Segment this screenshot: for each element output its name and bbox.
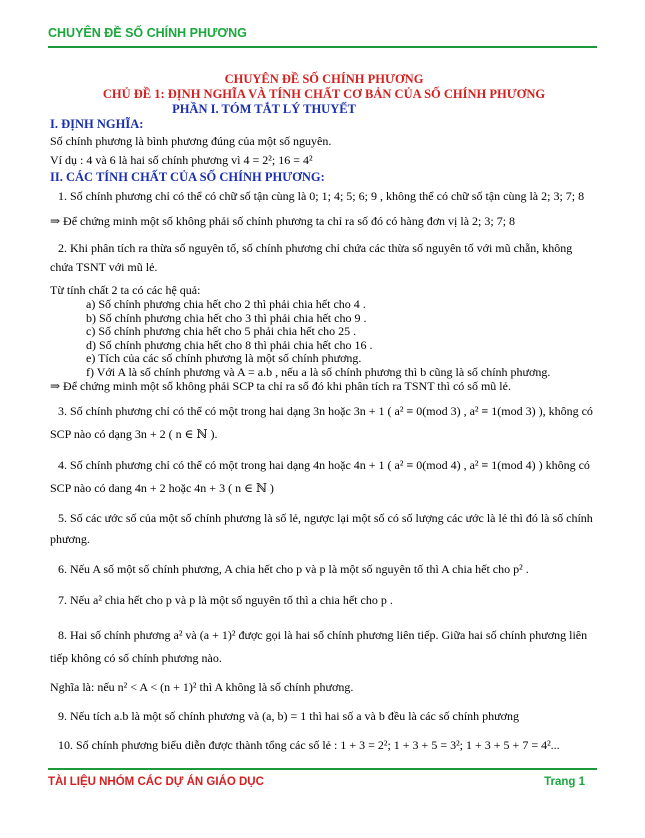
property-8: 8. Hai số chính phương a² và (a + 1)² được gọi là hai số chính phương liên tiếp. Giữa hai số chính phương liên tiếp không có số chính phương nào. [50,628,588,665]
property-1-note: ⇒ Để chứng minh một số không phải số chính phương ta chỉ ra số đó có hàng đơn vị là 2; 3; 7; 8 [50,214,516,228]
list-item: f) Với A là số chính phương và A = a.b , nếu a là số chính phương thì b cũng là số chính phương. [86,364,551,379]
property-7: 7. Nếu a² chia hết cho p và p là một số nguyên tố thì a chia hết cho p . [58,593,393,607]
header-divider [48,46,597,48]
running-header: CHUYÊN ĐỀ SỐ CHÍNH PHƯƠNG [48,26,247,40]
definition-text: Số chính phương là bình phương đúng của một số nguyên. [50,134,332,148]
page-number: Trang 1 [544,776,585,788]
property-2-intro: Từ tính chất 2 ta có các hệ quả: [50,283,201,297]
list-item: e) Tích của các số chính phương là một số chính phương. [86,351,362,365]
part-heading: PHẦN I. TÓM TẮT LÝ THUYẾT [172,102,356,116]
list-item: b) Số chính phương chia hết cho 3 thì phải chia hết cho 9 . [86,310,367,325]
property-1: 1. Số chính phương chỉ có thể có chữ số tận cùng là 0; 1; 4; 5; 6; 9 , không thể có chữ số tận cùng là 2; 3; 7; 8 [58,189,585,203]
section-definition-heading: I. ĐỊNH NGHĨA: [50,117,144,131]
corollary-list [86,298,598,379]
list-item: d) Số chính phương chia hết cho 8 thì phải chia hết cho 16 . [86,337,373,352]
footer-publisher: TÀI LIỆU NHÓM CÁC DỰ ÁN GIÁO DỤC [48,776,264,788]
doc-title: CHUYÊN ĐỀ SỐ CHÍNH PHƯƠNG [224,72,424,86]
section-properties-heading: II. CÁC TÍNH CHẤT CỦA SỐ CHÍNH PHƯƠNG: [50,170,325,184]
property-6: 6. Nếu A số một số chính phương, A chia hết cho p và p là một số nguyên tố thì A chia hết cho p² . [58,562,529,576]
property-8-note: Nghĩa là: nếu n² < A < (n + 1)² thì A không là số chính phương. [50,680,354,694]
property-5: 5. Số các ước số của một số chính phương là số lẻ, ngược lại một số có số lượng các ước là lẻ thì đó là số chính phương. [50,511,593,546]
list-item: a) Số chính phương chia hết cho 2 thì phải chia hết cho 4 . [86,297,366,311]
property-2-note: ⇒ Để chứng minh một số không phải SCP ta chỉ ra số đó khi phân tích ra TSNT thì có số mũ lẻ. [50,379,511,393]
property-3: 3. Số chính phương chỉ có thể có một trong hai dạng 3n hoặc 3n + 1 ( a² ≡ 0(mod 3) , a² ≡ 1(mod 3) ), không có SCP nào có dạng 3n + 2 ( n ∈ ℕ ). [50,404,593,441]
document-body [50,72,598,753]
footer-divider [48,768,597,770]
list-item: c) Số chính phương chia hết cho 5 phải chia hết cho 25 . [86,324,357,338]
property-4: 4. Số chính phương chỉ có thể có một trong hai dạng 4n hoặc 4n + 1 ( a² ≡ 0(mod 4) , a² ≡ 1(mod 4) ) không có SCP nào có dang 4n + 2 hoặc 4n + 3 ( n ∈ ℕ ) [50,458,590,495]
property-2: 2. Khi phân tích ra thừa số nguyên tố, số chính phương chỉ chứa các thừa số nguyên tố với mũ chẵn, không chứa TSNT với mũ lẻ. [50,241,573,274]
property-10: 10. Số chính phương biểu diễn được thành tổng các số lẻ : 1 + 3 = 2²; 1 + 3 + 5 = 3²; 1 + 3 + 5 + 7 = 4²... [58,738,560,752]
property-9: 9. Nếu tích a.b là một số chính phương và (a, b) = 1 thì hai số a và b đều là các số chính phương [58,709,520,723]
example-text: Ví dụ : 4 và 6 là hai số chính phương vì 4 = 2²; 16 = 4² [50,153,313,167]
doc-subtitle: CHỦ ĐỀ 1: ĐỊNH NGHĨA VÀ TÍNH CHẤT CƠ BẢN CỦA SỐ CHÍNH PHƯƠNG [102,87,546,101]
